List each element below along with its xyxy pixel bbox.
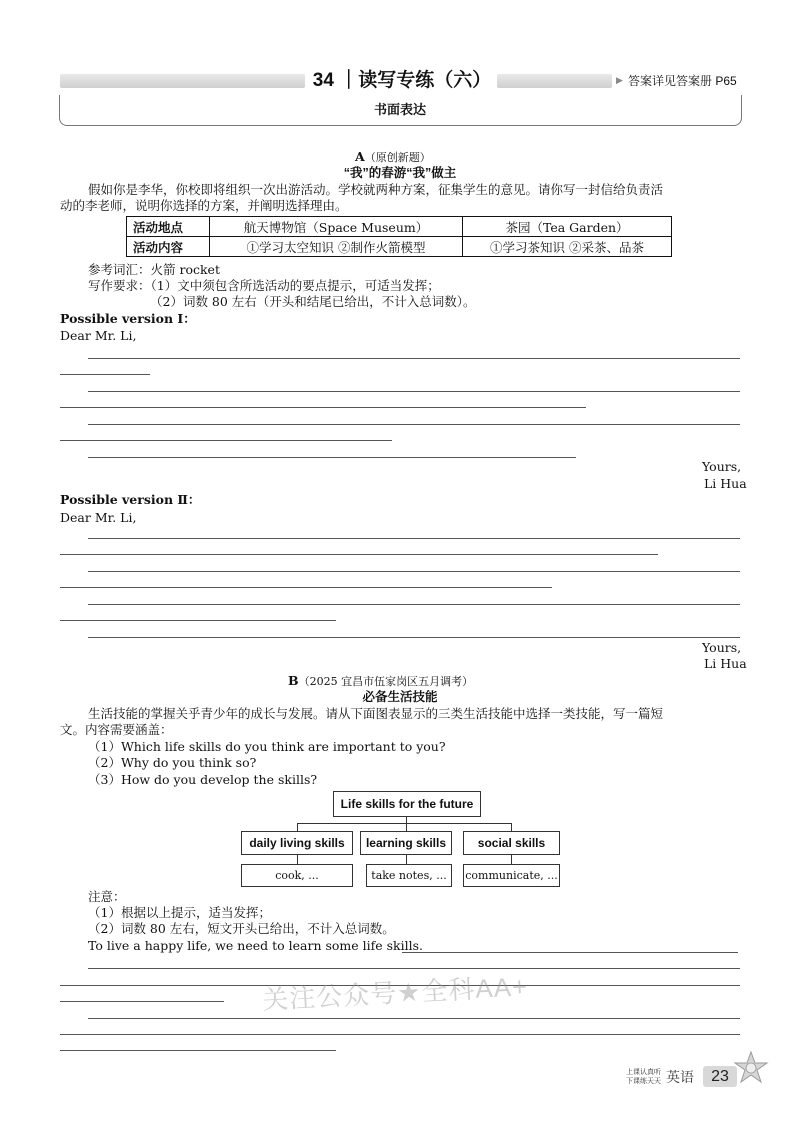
writing-line[interactable] (60, 440, 392, 441)
diagram-connector (297, 855, 298, 864)
table-cell-garden-content: ①学习茶知识 ②采茶、品茶 (463, 237, 672, 257)
question-3: （3）How do you develop the skills? (88, 772, 318, 787)
writing-line[interactable] (60, 1001, 224, 1002)
footer-subject: 英语 (666, 1069, 694, 1085)
diagram-connector (406, 823, 407, 831)
table-cell-garden: 茶园（Tea Garden） (463, 217, 672, 237)
part-a-source: （原创新题） (364, 151, 431, 164)
diagram-connector (511, 823, 512, 831)
version-1-label: Possible version Ⅰ： (60, 311, 196, 326)
writing-line[interactable] (88, 1018, 740, 1019)
writing-line[interactable] (88, 604, 740, 605)
watermark: 关注公众号★全科AA+ (261, 971, 529, 1015)
version-2-label: Possible version Ⅱ： (60, 492, 201, 507)
page-number: 23 (711, 1068, 729, 1085)
essay-opening: To live a happy life, we need to learn some life skills. (88, 938, 424, 953)
diagram-category: social skills (463, 831, 560, 855)
diagram-category: daily living skills (241, 831, 353, 855)
part-a-topic: “我”的春游“我”做主 (343, 166, 457, 180)
writing-line[interactable] (60, 374, 150, 375)
diagram-example: communicate, ... (463, 864, 560, 887)
diagram-connector (406, 855, 407, 864)
table-header-place: 活动地点 (127, 217, 210, 237)
writing-line[interactable] (60, 554, 658, 555)
header-bar-left (60, 74, 305, 88)
diagram-root: Life skills for the future (333, 791, 481, 817)
footer-slogan (626, 1068, 661, 1086)
table-header-content: 活动内容 (127, 237, 210, 257)
part-b-source: （2025 宜昌市伍家岗区五月调考） (298, 675, 474, 688)
footer-slogan-2: 下课练天天 (626, 1078, 661, 1085)
writing-line[interactable] (60, 1050, 336, 1051)
requirement-1: 写作要求：（1）文中须包含所选活动的要点提示，可适当发挥； (88, 278, 440, 293)
writing-line[interactable] (88, 391, 740, 392)
part-a-prompt-line2: 动的李老师，说明你选择的方案，并阐明选择理由。 (60, 198, 348, 213)
writing-line[interactable] (88, 457, 576, 458)
diagram-example: take notes, ... (366, 864, 452, 887)
diagram-category: learning skills (360, 831, 452, 855)
table-cell-museum: 航天博物馆（Space Museum） (210, 217, 463, 237)
part-b-prompt-line2: 文。内容需要涵盖： (60, 722, 173, 737)
writing-line[interactable] (88, 424, 740, 425)
requirement-2: （2）词数 80 左右（开头和结尾已给出，不计入总词数）。 (150, 294, 476, 309)
table-row (127, 237, 672, 257)
table-row (127, 217, 672, 237)
part-a-prompt-line1: 假如你是李华，你校即将组织一次出游活动。学校就两种方案，征集学生的意见。请你写一封信给负责活 (88, 182, 664, 197)
part-b-topic: 必备生活技能 (362, 690, 438, 704)
notes-title: 注意： (88, 889, 126, 904)
closing-2: Yours, (702, 640, 742, 655)
question-2: （2）Why do you think so? (88, 755, 257, 770)
greeting-1: Dear Mr. Li, (60, 328, 137, 343)
header-bar-right (497, 74, 612, 88)
writing-line[interactable] (60, 620, 336, 621)
activity-table (126, 216, 672, 257)
writing-line[interactable] (88, 571, 740, 572)
section-title: 书面表达 (373, 102, 426, 117)
closing-1: Yours, (702, 459, 742, 474)
question-1: （1）Which life skills do you think are important to you? (88, 739, 446, 754)
answer-ref: 答案详见答案册 P65 (628, 74, 737, 88)
diagram-connector (511, 855, 512, 864)
star-mascot-icon (733, 1050, 769, 1086)
part-b-label: B (288, 673, 299, 688)
writing-line[interactable] (60, 1034, 740, 1035)
answer-ref-arrow-icon: ▶ (616, 75, 623, 85)
unit-title: 34 ｜读写专练（六） (312, 70, 492, 91)
diagram-connector (297, 823, 512, 824)
diagram-example: cook, ... (241, 864, 353, 887)
part-a-heading (355, 149, 431, 166)
signature-1: Li Hua (704, 476, 747, 491)
diagram-connector (297, 823, 298, 831)
writing-line[interactable] (88, 968, 740, 969)
writing-line[interactable] (88, 538, 740, 539)
footer-slogan-1: 上课认真听 (626, 1069, 661, 1076)
vocab-hint: 参考词汇：火箭 rocket (88, 262, 220, 277)
writing-line[interactable] (60, 587, 552, 588)
part-a-label: A (355, 149, 365, 164)
part-b-prompt-line1: 生活技能的掌握关乎青少年的成长与发展。请从下面图表显示的三类生活技能中选择一类技能，写一篇短 (88, 706, 664, 721)
part-b-heading (288, 673, 473, 690)
note-2: （2）词数 80 左右，短文开头已给出，不计入总词数。 (88, 921, 395, 936)
signature-2: Li Hua (704, 656, 747, 671)
writing-line[interactable] (60, 407, 586, 408)
writing-line[interactable] (402, 952, 738, 953)
table-cell-museum-content: ①学习太空知识 ②制作火箭模型 (210, 237, 463, 257)
note-1: （1）根据以上提示，适当发挥； (88, 905, 271, 920)
writing-line[interactable] (88, 358, 740, 359)
writing-line[interactable] (88, 637, 740, 638)
greeting-2: Dear Mr. Li, (60, 510, 137, 525)
